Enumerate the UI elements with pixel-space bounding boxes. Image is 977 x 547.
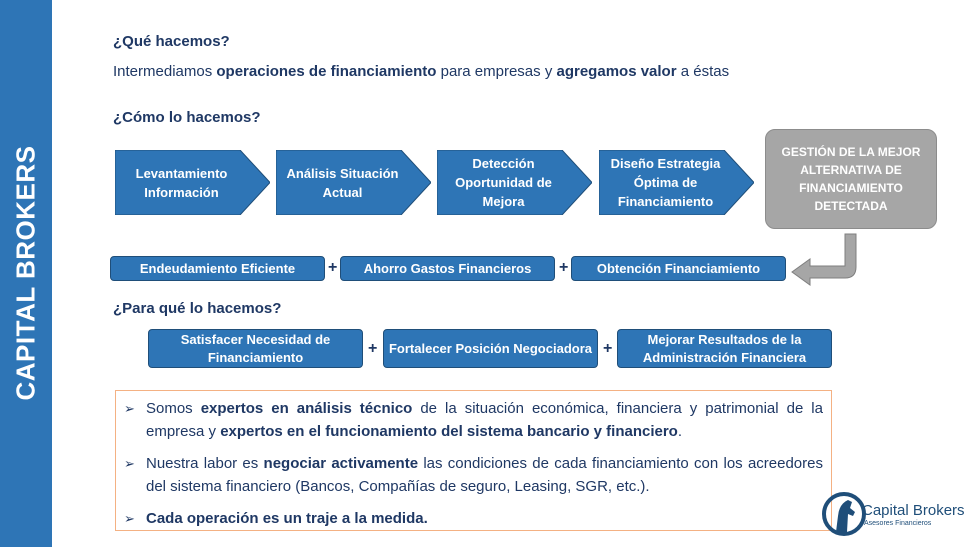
process-step-1: Levantamiento Información: [115, 150, 270, 215]
final-step-box: GESTIÓN DE LA MEJOR ALTERNATIVA DE FINANCIAMIENTO DETECTADA: [765, 129, 937, 229]
bullets-box: [115, 390, 832, 531]
company-logo: [822, 490, 972, 540]
goal-satisfy-need: Satisfacer Necesidad de Financiamiento: [148, 329, 363, 368]
process-step-4: Diseño Estrategia Óptima de Financiamiento: [599, 150, 754, 215]
heading-why: ¿Para qué lo hacemos?: [113, 300, 282, 317]
logo-tagline: Asesores Financieros: [864, 520, 932, 527]
plus-sign: +: [328, 259, 338, 276]
sidebar: [0, 0, 52, 547]
plus-sign: +: [368, 340, 378, 357]
result-cost-savings: Ahorro Gastos Financieros: [340, 256, 555, 281]
intro-text: Intermediamos operaciones de financiamiento para empresas y agregamos valor a éstas: [113, 63, 730, 80]
process-step-3: Detección Oportunidad de Mejora: [437, 150, 592, 215]
sidebar-title: CAPITAL BROKERS: [10, 145, 41, 401]
arrow-bullet-icon: ➢: [124, 401, 135, 416]
arrow-bullet-icon: ➢: [124, 456, 135, 471]
return-arrow-icon: [790, 232, 860, 287]
logo-name: Capital Brokers: [862, 502, 965, 519]
bullet-item: ➢ Cada operación es un traje a la medida.: [124, 507, 823, 530]
plus-sign: +: [559, 259, 569, 276]
goal-improve-results: Mejorar Resultados de la Administración Financiera: [617, 329, 832, 368]
bullet-item: ➢ Somos expertos en análisis técnico de la situación económica, financiera y patrimonial de la empresa y expertos en el funcionamiento del sistema bancario y financiero.: [124, 397, 823, 443]
heading-what: ¿Qué hacemos?: [113, 33, 230, 50]
goal-strengthen-position: Fortalecer Posición Negociadora: [383, 329, 598, 368]
arrow-bullet-icon: ➢: [124, 511, 135, 526]
bullet-item: ➢ Nuestra labor es negociar activamente las condiciones de cada financiamiento con los acreedores del sistema financiero (Bancos, Compañías de seguro, Leasing, SGR, etc.).: [124, 452, 823, 498]
plus-sign: +: [603, 340, 613, 357]
horse-logo-icon: [822, 490, 866, 538]
result-obtain-financing: Obtención Financiamiento: [571, 256, 786, 281]
heading-how: ¿Cómo lo hacemos?: [113, 109, 261, 126]
process-step-2: Análisis Situación Actual: [276, 150, 431, 215]
result-efficient-debt: Endeudamiento Eficiente: [110, 256, 325, 281]
